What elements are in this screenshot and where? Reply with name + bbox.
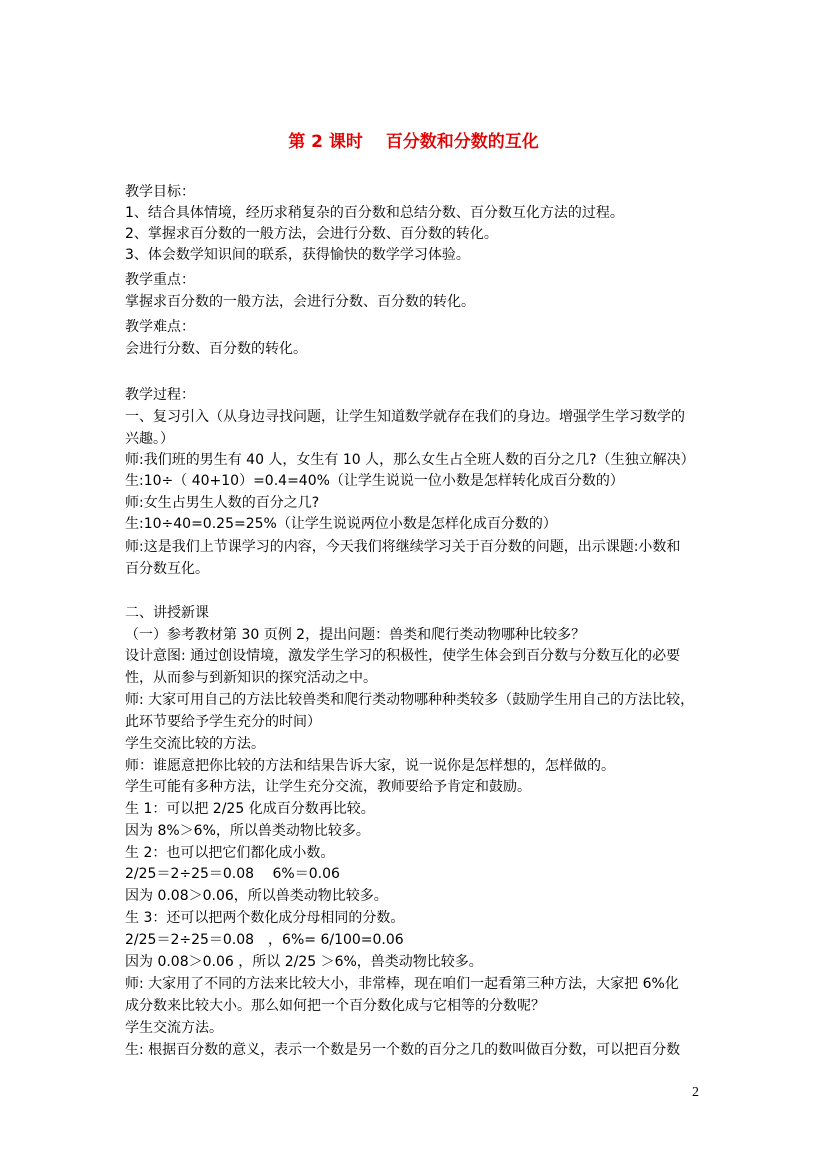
text-line: 2/25＝2÷25＝0.08 ，6%= 6/100=0.06 — [125, 932, 404, 948]
text-line: 1、结合具体情境，经历求稍复杂的百分数和总结分数、百分数互化方法的过程。 — [125, 205, 624, 221]
text-line: 性，从而参与到新知识的探究活动之中。 — [125, 670, 377, 686]
text-line: 百分数互化。 — [125, 561, 209, 577]
text-line: 学生可能有多种方法，让学生充分交流，教师要给予肯定和鼓励。 — [125, 779, 531, 795]
text-line: 教学难点： — [125, 319, 195, 335]
text-line: 生 3：还可以把两个数化成分母相同的分数。 — [125, 910, 405, 926]
text-line: 因为 0.08＞0.06 ，所以 2/25 ＞6%，兽类动物比较多。 — [125, 954, 483, 970]
text-line: 师: 大家用了不同的方法来比较大小，非常棒，现在咱们一起看第三种方法，大家把 6%化 — [125, 976, 679, 992]
text-line: 师：谁愿意把你比较的方法和结果告诉大家，说一说你是怎样想的，怎样做的。 — [125, 758, 615, 774]
text-line: 3、体会数学知识间的联系，获得愉快的数学学习体验。 — [125, 247, 470, 263]
text-line: 掌握求百分数的一般方法，会进行分数、百分数的转化。 — [125, 294, 475, 310]
text-line: 生:10÷（ 40+10）=0.4=40%（让学生说说一位小数是怎样转化成百分数的） — [125, 473, 624, 489]
text-line: 因为 8%＞6%，所以兽类动物比较多。 — [125, 823, 370, 839]
text-line: 2/25＝2÷25＝0.08 6%＝0.06 — [125, 866, 340, 882]
text-line: 成分数来比较大小。那么如何把一个百分数化成与它相等的分数呢？ — [125, 998, 545, 1014]
text-line: 学生交流方法。 — [125, 1020, 223, 1036]
text-line: 设计意图: 通过创设情境，激发学生学习的积极性，使学生体会到百分数与分数互化的必要 — [125, 648, 681, 664]
text-line: 学生交流比较的方法。 — [125, 736, 265, 752]
text-line: 师:这是我们上节课学习的内容，今天我们将继续学习关于百分数的问题，出示课题:小数和 — [125, 539, 681, 555]
text-line: 此环节要给予学生充分的时间） — [125, 714, 321, 730]
text-line: 生 2：也可以把它们都化成小数。 — [125, 845, 335, 861]
text-line: 师:我们班的男生有 40 人，女生有 10 人，那么女生占全班人数的百分之几?（生独立解决） — [125, 452, 695, 468]
text-line: 二、讲授新课 — [125, 605, 209, 621]
text-line: （一）参考教材第 30 页例 2，提出问题：兽类和爬行类动物哪种比较多？ — [125, 627, 586, 643]
text-line: 会进行分数、百分数的转化。 — [125, 341, 307, 357]
text-line: 兴趣。） — [125, 431, 174, 447]
text-line: 教学目标： — [125, 184, 195, 200]
text-line: 师: 大家可用自己的方法比较兽类和爬行类动物哪种种类较多（鼓励学生用自己的方法比较， — [125, 692, 695, 708]
text-line: 教学重点： — [125, 272, 195, 288]
text-line: 因为 0.08＞0.06，所以兽类动物比较多。 — [125, 888, 388, 904]
text-line: 师:女生占男生人数的百分之几? — [125, 495, 320, 511]
page-title: 第 2 课时 百分数和分数的互化 — [288, 132, 539, 152]
text-line: 一、复习引入（从身边寻找问题，让学生知道数学就存在我们的身边。增强学生学习数学的 — [125, 409, 685, 425]
page-number: 2 — [692, 1085, 699, 1100]
text-line: 2、掌握求百分数的一般方法，会进行分数、百分数的转化。 — [125, 226, 498, 242]
text-line: 生:10÷40=0.25=25%（让学生说说两位小数是怎样化成百分数的） — [125, 516, 557, 532]
text-line: 生: 根据百分数的意义，表示一个数是另一个数的百分之几的数叫做百分数，可以把百分数 — [125, 1042, 681, 1058]
text-line: 教学过程： — [125, 387, 195, 403]
text-line: 生 1：可以把 2/25 化成百分数再比较。 — [125, 801, 375, 817]
